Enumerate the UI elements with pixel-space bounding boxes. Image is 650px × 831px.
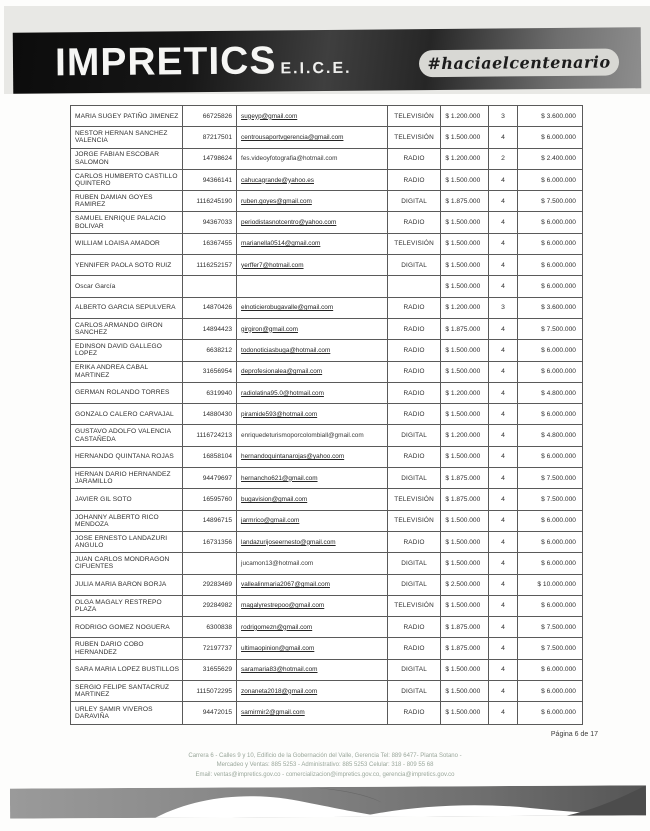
cell-quantity: 4 [489, 425, 518, 445]
cell-media-type: RADIO [388, 383, 442, 403]
cell-id-number: 1116252157 [183, 255, 237, 275]
email-link: bugavision@gmail.com [241, 495, 308, 503]
cell-quantity: 2 [489, 149, 518, 169]
cell-total-value: $ 6.000.000 [541, 283, 576, 291]
cell-id-number: 6300838 [183, 617, 237, 637]
cell-quantity: 4 [489, 702, 518, 723]
cell-unit-value: $ 1.500.000 [441, 681, 489, 701]
cell-person-name: MARIA SUGEY PATIÑO JIMENEZ [71, 106, 183, 126]
cell-media-type [388, 276, 442, 296]
footer-contact-block [0, 752, 650, 780]
cell-total-value: $ 4.800.000 [541, 432, 576, 440]
cell-unit-value: $ 1.500.000 [441, 596, 489, 616]
cell-id-number: 31655629 [183, 660, 237, 680]
cell-media-type: TELEVISIÓN [388, 234, 442, 254]
cell-email [237, 575, 388, 595]
cell-person-name: SERGIO FELIPE SANTACRUZ MARTINEZ [71, 681, 183, 701]
cell-id-number: 72197737 [183, 638, 237, 658]
brand-name: IMPRETICS [54, 39, 277, 85]
cell-email [237, 340, 388, 360]
cell-total-value: $ 6.000.000 [541, 346, 576, 354]
cell-unit-value: $ 1.500.000 [441, 447, 489, 467]
table-row [71, 702, 582, 723]
email-link: cahucagrande@yahoo.es [241, 176, 314, 184]
cell-quantity: 4 [489, 447, 518, 467]
hashtag-text: #haciaelcentenario [427, 52, 611, 74]
table-row [71, 447, 582, 468]
cell-person-name: JORGE FABIAN ESCOBAR SALOMON [71, 149, 183, 169]
cell-unit-value: $ 1.500.000 [441, 702, 489, 723]
table-row [71, 106, 582, 127]
email-link: girgiron@gmail.com [241, 325, 298, 333]
cell-media-type: DIGITAL [388, 681, 442, 701]
cell-quantity: 4 [489, 212, 518, 232]
cell-id-number: 94367033 [183, 212, 237, 232]
cell-person-name: YENNIFER PAOLA SOTO RUIZ [71, 255, 183, 275]
cell-id-number: 1116724213 [183, 425, 237, 445]
cell-total-value: $ 7.500.000 [541, 495, 576, 503]
cell-email [237, 638, 388, 658]
media-contracts-table [70, 105, 583, 725]
cell-person-name: RUBEN DAMIAN GOYES RAMIREZ [71, 191, 183, 211]
cell-media-type: TELEVISIÓN [388, 511, 442, 531]
cell-total-value: $ 7.500.000 [541, 623, 576, 631]
cell-media-type: DIGITAL [388, 191, 442, 211]
cell-email [237, 149, 388, 169]
cell-person-name: WILLIAM LOAISA AMADOR [71, 234, 183, 254]
cell-total-value: $ 6.000.000 [541, 368, 576, 376]
cell-unit-value: $ 1.500.000 [441, 532, 489, 552]
cell-id-number: 6319940 [183, 383, 237, 403]
cell-person-name: CARLOS HUMBERTO CASTILLO QUINTERO [71, 170, 183, 190]
cell-email [237, 404, 388, 424]
cell-unit-value: $ 2.500.000 [441, 575, 489, 595]
email-link: deprofesionalea@gmail.com [241, 368, 323, 376]
table-row [71, 362, 582, 383]
cell-quantity: 4 [489, 575, 518, 595]
email-link: yerffer7@hotmail.com [241, 261, 304, 269]
cell-media-type: RADIO [388, 362, 442, 382]
cell-id-number: 14896715 [183, 511, 237, 531]
cell-email [237, 319, 388, 339]
cell-media-type: TELEVISIÓN [388, 489, 442, 509]
cell-total-value: $ 6.000.000 [541, 602, 576, 610]
cell-person-name: RUBEN DARIO COBO HERNANDEZ [71, 638, 183, 658]
cell-id-number: 94366141 [183, 170, 237, 190]
table-row [71, 234, 582, 255]
cell-unit-value: $ 1.200.000 [441, 149, 489, 169]
cell-unit-value: $ 1.500.000 [441, 511, 489, 531]
cell-email [237, 383, 388, 403]
cell-email [237, 255, 388, 275]
cell-person-name: SAMUEL ENRIQUE PALACIO BOLIVAR [71, 212, 183, 232]
email-link: radiolatina95.0@hotmail.com [241, 389, 324, 397]
cell-total-value: $ 6.000.000 [541, 176, 576, 184]
cell-email [237, 489, 388, 509]
cell-quantity: 4 [489, 340, 518, 360]
cell-quantity: 4 [489, 234, 518, 254]
cell-unit-value: $ 1.500.000 [441, 234, 489, 254]
cell-unit-value: $ 1.200.000 [441, 383, 489, 403]
cell-email [237, 681, 388, 701]
cell-email [237, 362, 388, 382]
cell-person-name: OLGA MAGALY RESTREPO PLAZA [71, 596, 183, 616]
cell-email [237, 191, 388, 211]
email-link: jucamon13@hotmail.com [241, 559, 314, 567]
cell-total-value: $ 4.800.000 [541, 389, 576, 397]
footer-wave-graphic [10, 785, 646, 818]
table-row [71, 660, 582, 681]
cell-email [237, 532, 388, 552]
cell-unit-value: $ 1.875.000 [441, 191, 489, 211]
cell-id-number: 14870426 [183, 298, 237, 318]
footer-address-line2: Mercadeo y Ventas: 885 5253 - Administrativo: 885 5253 Celular: 318 - 809 55 68 [216, 762, 434, 769]
footer-address-line1: Carrera 6 - Calles 9 y 10, Edificio de la Gobernación del Valle, Gerencia Tel: 889 6477- Planta Sotano - [188, 753, 462, 759]
cell-unit-value: $ 1.500.000 [441, 255, 489, 275]
cell-total-value: $ 6.000.000 [541, 538, 576, 546]
cell-id-number: 87217501 [183, 127, 237, 147]
table-row [71, 383, 582, 404]
table-row [71, 425, 582, 446]
cell-media-type: RADIO [388, 298, 442, 318]
cell-quantity: 4 [489, 638, 518, 658]
cell-quantity: 4 [489, 255, 518, 275]
email-link: enriquedeturismoporcolombiall@gmail.com [241, 432, 364, 440]
cell-unit-value: $ 1.875.000 [441, 468, 489, 488]
table-row [71, 575, 582, 596]
cell-quantity: 4 [489, 617, 518, 637]
cell-person-name: CARLOS ARMANDO GIRON SANCHEZ [71, 319, 183, 339]
brand-suffix: E.I.C.E. [280, 59, 352, 78]
cell-total-value: $ 3.600.000 [541, 304, 576, 312]
email-link: samirmir2@gmail.com [241, 709, 305, 717]
table-row [71, 212, 582, 233]
cell-total-value: $ 6.000.000 [541, 261, 576, 269]
cell-total-value: $ 6.000.000 [541, 687, 576, 695]
cell-media-type: RADIO [388, 404, 442, 424]
cell-media-type: DIGITAL [388, 575, 442, 595]
cell-quantity: 4 [489, 681, 518, 701]
cell-email [237, 298, 388, 318]
cell-id-number: 66725826 [183, 106, 237, 126]
hashtag-pill [419, 48, 619, 77]
cell-person-name: JOHANNY ALBERTO RICO MENDOZA [71, 511, 183, 531]
table-row [71, 617, 582, 638]
cell-id-number: 16731356 [183, 532, 237, 552]
cell-quantity: 4 [489, 191, 518, 211]
cell-media-type: RADIO [388, 617, 442, 637]
cell-person-name: Oscar García [71, 276, 183, 296]
table-row [71, 404, 582, 425]
cell-total-value: $ 6.000.000 [541, 666, 576, 674]
cell-unit-value: $ 1.200.000 [441, 298, 489, 318]
cell-media-type: DIGITAL [388, 468, 442, 488]
cell-media-type: DIGITAL [388, 425, 442, 445]
email-link: fes.videoyfotografia@hotmail.com [241, 155, 338, 163]
cell-unit-value: $ 1.500.000 [441, 170, 489, 190]
email-link: vallealinmaria2067@gmail.com [241, 581, 330, 589]
cell-email [237, 170, 388, 190]
cell-person-name: JUAN CARLOS MONDRAGON CIFUENTES [71, 553, 183, 573]
cell-media-type: RADIO [388, 340, 442, 360]
email-link: landazurijoseernesto@gmail.com [241, 538, 336, 546]
cell-quantity: 3 [489, 106, 518, 126]
cell-media-type: RADIO [388, 212, 442, 232]
email-link: elnoticierobugavalle@gmail.com [241, 304, 334, 312]
email-link: magalyrestrepoo@gmail.com [241, 602, 325, 610]
cell-person-name: HERNANDO QUINTANA ROJAS [71, 447, 183, 467]
table-row [71, 127, 582, 148]
cell-id-number: 6638212 [183, 340, 237, 360]
cell-media-type: RADIO [388, 638, 442, 658]
cell-unit-value: $ 1.500.000 [441, 362, 489, 382]
cell-id-number: 94479697 [183, 468, 237, 488]
cell-person-name: JOSE ERNESTO LANDAZURI ANGULO [71, 532, 183, 552]
cell-id-number: 14880430 [183, 404, 237, 424]
cell-total-value: $ 6.000.000 [541, 709, 576, 717]
footer-address-line3: Email: ventas@impretics.gov.co - comercializacion@impretics.gov.co, gerencia@impretics.gov.co [195, 771, 455, 778]
cell-email [237, 212, 388, 232]
table-row [71, 468, 582, 489]
cell-quantity: 4 [489, 511, 518, 531]
cell-quantity: 4 [489, 489, 518, 509]
cell-email [237, 447, 388, 467]
cell-id-number: 1116245190 [183, 191, 237, 211]
cell-person-name: HERNAN DARIO HERNANDEZ JARAMILLO [71, 468, 183, 488]
cell-id-number: 14894423 [183, 319, 237, 339]
cell-person-name: JAVIER GIL SOTO [71, 489, 183, 509]
email-link: ultimaopinion@gmail.com [241, 645, 315, 653]
cell-id-number: 16367455 [183, 234, 237, 254]
email-link: piramide593@hotmail.com [241, 410, 318, 418]
cell-email [237, 276, 388, 296]
table-row [71, 191, 582, 212]
cell-id-number: 31656954 [183, 362, 237, 382]
cell-unit-value: $ 1.500.000 [441, 404, 489, 424]
cell-email [237, 596, 388, 616]
cell-id-number: 94472015 [183, 702, 237, 723]
cell-unit-value: $ 1.500.000 [441, 553, 489, 573]
cell-person-name: RODRIGO GOMEZ NOGUERA [71, 617, 183, 637]
page-indicator: Página 6 de 17 [550, 731, 598, 738]
brand-logo [55, 41, 352, 83]
email-link: hernancho621@gmail.com [241, 474, 318, 482]
email-link: periodistasnotcentro@yahoo.com [241, 219, 337, 227]
cell-email [237, 660, 388, 680]
cell-unit-value: $ 1.875.000 [441, 489, 489, 509]
cell-email [237, 511, 388, 531]
cell-email [237, 617, 388, 637]
cell-total-value: $ 6.000.000 [541, 517, 576, 525]
table-row [71, 489, 582, 510]
table-row [71, 511, 582, 532]
cell-total-value: $ 7.500.000 [541, 197, 576, 205]
table-row [71, 681, 582, 702]
cell-person-name: GERMAN ROLANDO TORRES [71, 383, 183, 403]
cell-media-type: TELEVISIÓN [388, 106, 442, 126]
email-link: sugeyp@gmail.com [241, 112, 298, 120]
table-row [71, 553, 582, 574]
cell-unit-value: $ 1.200.000 [441, 425, 489, 445]
table-row [71, 298, 582, 319]
cell-id-number: 16595760 [183, 489, 237, 509]
cell-unit-value: $ 1.500.000 [441, 127, 489, 147]
cell-email [237, 425, 388, 445]
cell-person-name: GUSTAVO ADOLFO VALENCIA CASTAÑEDA [71, 425, 183, 445]
cell-media-type: TELEVISIÓN [388, 127, 442, 147]
cell-id-number [183, 553, 237, 573]
email-link: zonaneta2018@gmail.com [241, 687, 318, 695]
cell-person-name: EDINSON DAVID GALLEGO LOPEZ [71, 340, 183, 360]
cell-email [237, 234, 388, 254]
cell-id-number: 29283469 [183, 575, 237, 595]
cell-person-name: NESTOR HERNAN SANCHEZ VALENCIA [71, 127, 183, 147]
email-link: rodrigomezn@gmail.com [241, 623, 313, 631]
email-link: marianella0514@gmail.com [241, 240, 321, 248]
cell-total-value: $ 7.500.000 [541, 325, 576, 333]
cell-quantity: 4 [489, 170, 518, 190]
cell-quantity: 4 [489, 553, 518, 573]
table-row [71, 276, 582, 297]
cell-unit-value: $ 1.875.000 [441, 638, 489, 658]
cell-total-value: $ 7.500.000 [541, 474, 576, 482]
cell-quantity: 4 [489, 276, 518, 296]
table-row [71, 532, 582, 553]
cell-id-number [183, 276, 237, 296]
cell-email [237, 127, 388, 147]
cell-person-name: ERIKA ANDREA CABAL MARTINEZ [71, 362, 183, 382]
cell-media-type: RADIO [388, 170, 442, 190]
cell-total-value: $ 6.000.000 [541, 133, 576, 141]
cell-media-type: RADIO [388, 149, 442, 169]
email-link: saramaria83@hotmail.com [241, 666, 318, 674]
table-row [71, 596, 582, 617]
cell-media-type: RADIO [388, 532, 442, 552]
cell-total-value: $ 6.000.000 [541, 240, 576, 248]
cell-media-type: DIGITAL [388, 255, 442, 275]
cell-total-value: $ 3.600.000 [541, 112, 576, 120]
cell-unit-value: $ 1.500.000 [441, 276, 489, 296]
cell-person-name: SARA MARIA LOPEZ BUSTILLOS [71, 660, 183, 680]
cell-quantity: 4 [489, 404, 518, 424]
cell-person-name: GONZALO CALERO CARVAJAL [71, 404, 183, 424]
cell-person-name: JULIA MARIA BARON BORJA [71, 575, 183, 595]
table-row [71, 340, 582, 361]
cell-total-value: $ 2.400.000 [541, 155, 576, 163]
cell-total-value: $ 6.000.000 [541, 559, 576, 567]
cell-media-type: TELEVISIÓN [388, 596, 442, 616]
cell-person-name: ALBERTO GARCIA SEPULVERA [71, 298, 183, 318]
table-row [71, 638, 582, 659]
cell-quantity: 4 [489, 127, 518, 147]
cell-media-type: RADIO [388, 702, 442, 723]
email-link: todonoticiasbuga@hotmail.com [241, 346, 331, 354]
table-row [71, 149, 582, 170]
cell-media-type: RADIO [388, 319, 442, 339]
cell-unit-value: $ 1.200.000 [441, 106, 489, 126]
cell-total-value: $ 7.500.000 [541, 645, 576, 653]
cell-id-number: 1115072295 [183, 681, 237, 701]
email-link: centrousaportvgerencia@gmail.com [241, 133, 344, 141]
cell-media-type: RADIO [388, 447, 442, 467]
cell-quantity: 4 [489, 596, 518, 616]
email-link: hernandoquintanarojas@yahoo.com [241, 453, 345, 461]
cell-unit-value: $ 1.500.000 [441, 340, 489, 360]
cell-unit-value: $ 1.500.000 [441, 660, 489, 680]
cell-email [237, 106, 388, 126]
cell-quantity: 3 [489, 298, 518, 318]
header-band [13, 27, 642, 93]
cell-unit-value: $ 1.875.000 [441, 319, 489, 339]
wave-bar-svg [10, 785, 646, 818]
cell-quantity: 4 [489, 660, 518, 680]
email-link: jarmrico@gmail.com [241, 517, 300, 525]
cell-media-type: DIGITAL [388, 660, 442, 680]
cell-total-value: $ 6.000.000 [541, 219, 576, 227]
cell-email [237, 553, 388, 573]
cell-quantity: 4 [489, 468, 518, 488]
cell-total-value: $ 6.000.000 [541, 453, 576, 461]
cell-media-type: DIGITAL [388, 553, 442, 573]
cell-email [237, 702, 388, 723]
table-row [71, 170, 582, 191]
cell-id-number: 16858104 [183, 447, 237, 467]
table-row [71, 255, 582, 276]
email-link: ruben.goyes@gmail.com [241, 197, 312, 205]
cell-quantity: 4 [489, 319, 518, 339]
cell-quantity: 4 [489, 383, 518, 403]
cell-quantity: 4 [489, 532, 518, 552]
cell-total-value: $ 10.000.000 [537, 581, 576, 589]
cell-id-number: 29284982 [183, 596, 237, 616]
cell-email [237, 468, 388, 488]
cell-quantity: 4 [489, 362, 518, 382]
cell-id-number: 14798624 [183, 149, 237, 169]
cell-total-value: $ 6.000.000 [541, 410, 576, 418]
cell-person-name: URLEY SAMIR VIVEROS DARAVIÑA [71, 702, 183, 723]
cell-unit-value: $ 1.500.000 [441, 212, 489, 232]
cell-unit-value: $ 1.875.000 [441, 617, 489, 637]
table-row [71, 319, 582, 340]
